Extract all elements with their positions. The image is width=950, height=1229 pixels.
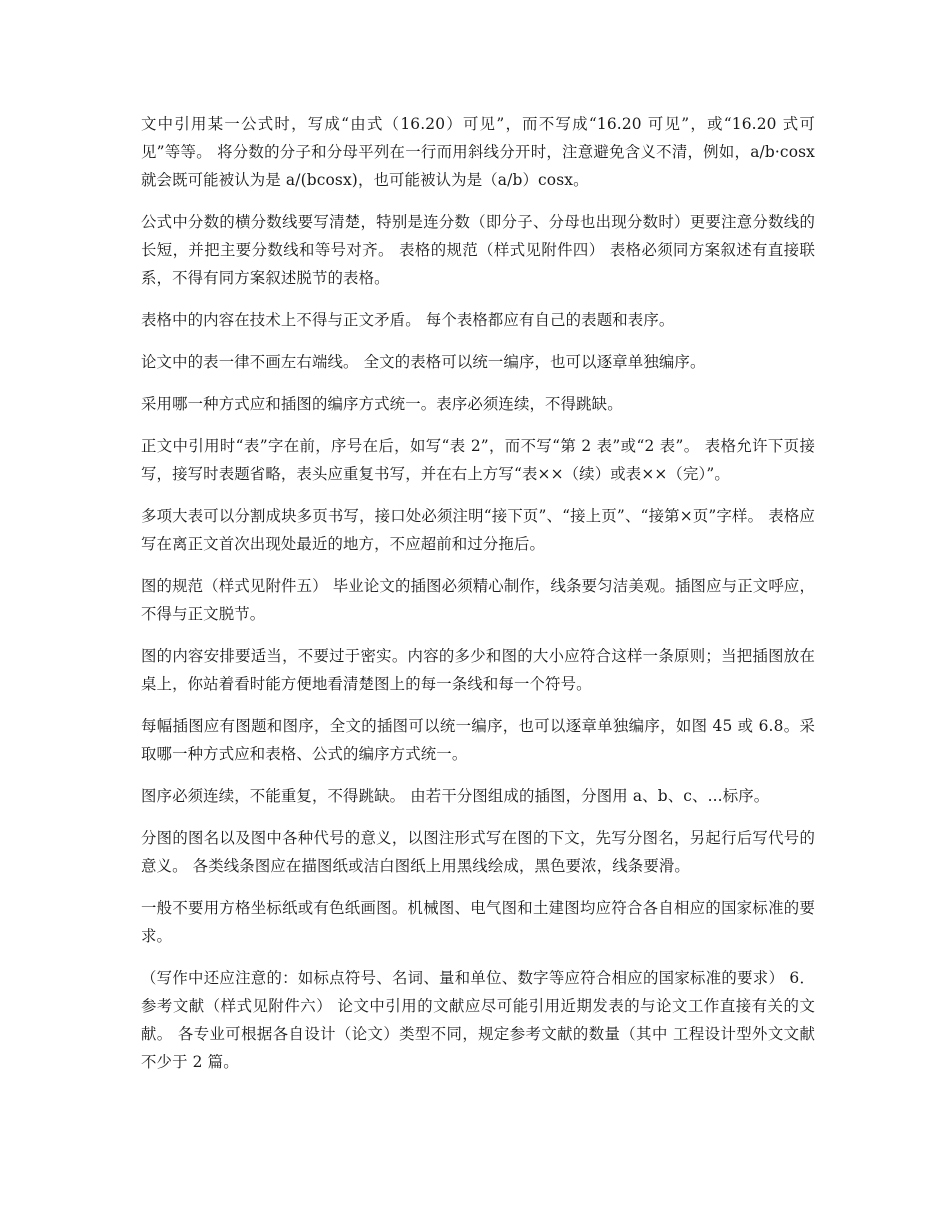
paragraph: 采用哪一种方式应和插图的编序方式统一。表序必须连续，不得跳缺。 <box>141 395 623 413</box>
paragraph: 多项大表可以分割成块多页书写，接口处必须注明“接下页”、“接上页”、“接第×页”字样。 表格应写在离正文首次出现处最近的地方，不应超前和过分拖后。 <box>141 507 815 553</box>
paragraph: 图的内容安排要适当，不要过于密实。内容的多少和图的大小应符合这样一条原则；当把插图放在桌上，你站着看时能方便地看清楚图上的每一条线和每一个符号。 <box>141 647 815 693</box>
paragraph: 一般不要用方格坐标纸或有色纸画图。机械图、电气图和土建图均应符合各自相应的国家标准的要求。 <box>141 899 815 945</box>
paragraph: 论文中的表一律不画左右端线。 全文的表格可以统一编序，也可以逐章单独编序。 <box>141 353 706 371</box>
paragraph: 公式中分数的横分数线要写清楚，特别是连分数（即分子、分母也出现分数时）更要注意分数线的长短，并把主要分数线和等号对齐。 表格的规范（样式见附件四） 表格必须同方案叙述有直接联系，不得有同方案叙述脱节的表格。 <box>141 213 815 287</box>
paragraph: 分图的图名以及图中各种代号的意义，以图注形式写在图的下文，先写分图名，另起行后写代号的意义。 各类线条图应在描图纸或洁白图纸上用黑线绘成，黑色要浓，线条要滑。 <box>141 829 815 875</box>
document-page <box>141 110 815 1090</box>
paragraph: 正文中引用时“表”字在前，序号在后，如写“表 2”，而不写“第 2 表”或“2 表”。 表格允许下页接写，接写时表题省略，表头应重复书写，并在右上方写“表××（续）或表××（完）”。 <box>141 437 815 483</box>
paragraph: 每幅插图应有图题和图序，全文的插图可以统一编序，也可以逐章单独编序，如图 45 或 6.8。采取哪一种方式应和表格、公式的编序方式统一。 <box>141 717 815 763</box>
paragraph: 图序必须连续，不能重复，不得跳缺。 由若干分图组成的插图，分图用 a、b、c、...标序。 <box>141 787 770 805</box>
paragraph: 文中引用某一公式时，写成“由式（16.20）可见”，而不写成“16.20 可见”，或“16.20 式可见”等等。 将分数的分子和分母平列在一行而用斜线分开时，注意避免含义不清，例如，a/b·cosx 就会既可能被认为是 a/(bcosx)，也可能被认为是（a/b）cosx。 <box>141 115 815 189</box>
paragraph: 表格中的内容在技术上不得与正文矛盾。 每个表格都应有自己的表题和表序。 <box>141 311 675 329</box>
paragraph: 图的规范（样式见附件五） 毕业论文的插图必须精心制作，线条要匀洁美观。插图应与正文呼应，不得与正文脱节。 <box>141 577 815 623</box>
paragraph: （写作中还应注意的：如标点符号、名词、量和单位、数字等应符合相应的国家标准的要求） 6．参考文献（样式见附件六） 论文中引用的文献应尽可能引用近期发表的与论文工作直接有关的文献。 各专业可根据各自设计（论文）类型不同，规定参考文献的数量（其中 工程设计型外文文献不少于 2 篇。 <box>141 969 815 1071</box>
